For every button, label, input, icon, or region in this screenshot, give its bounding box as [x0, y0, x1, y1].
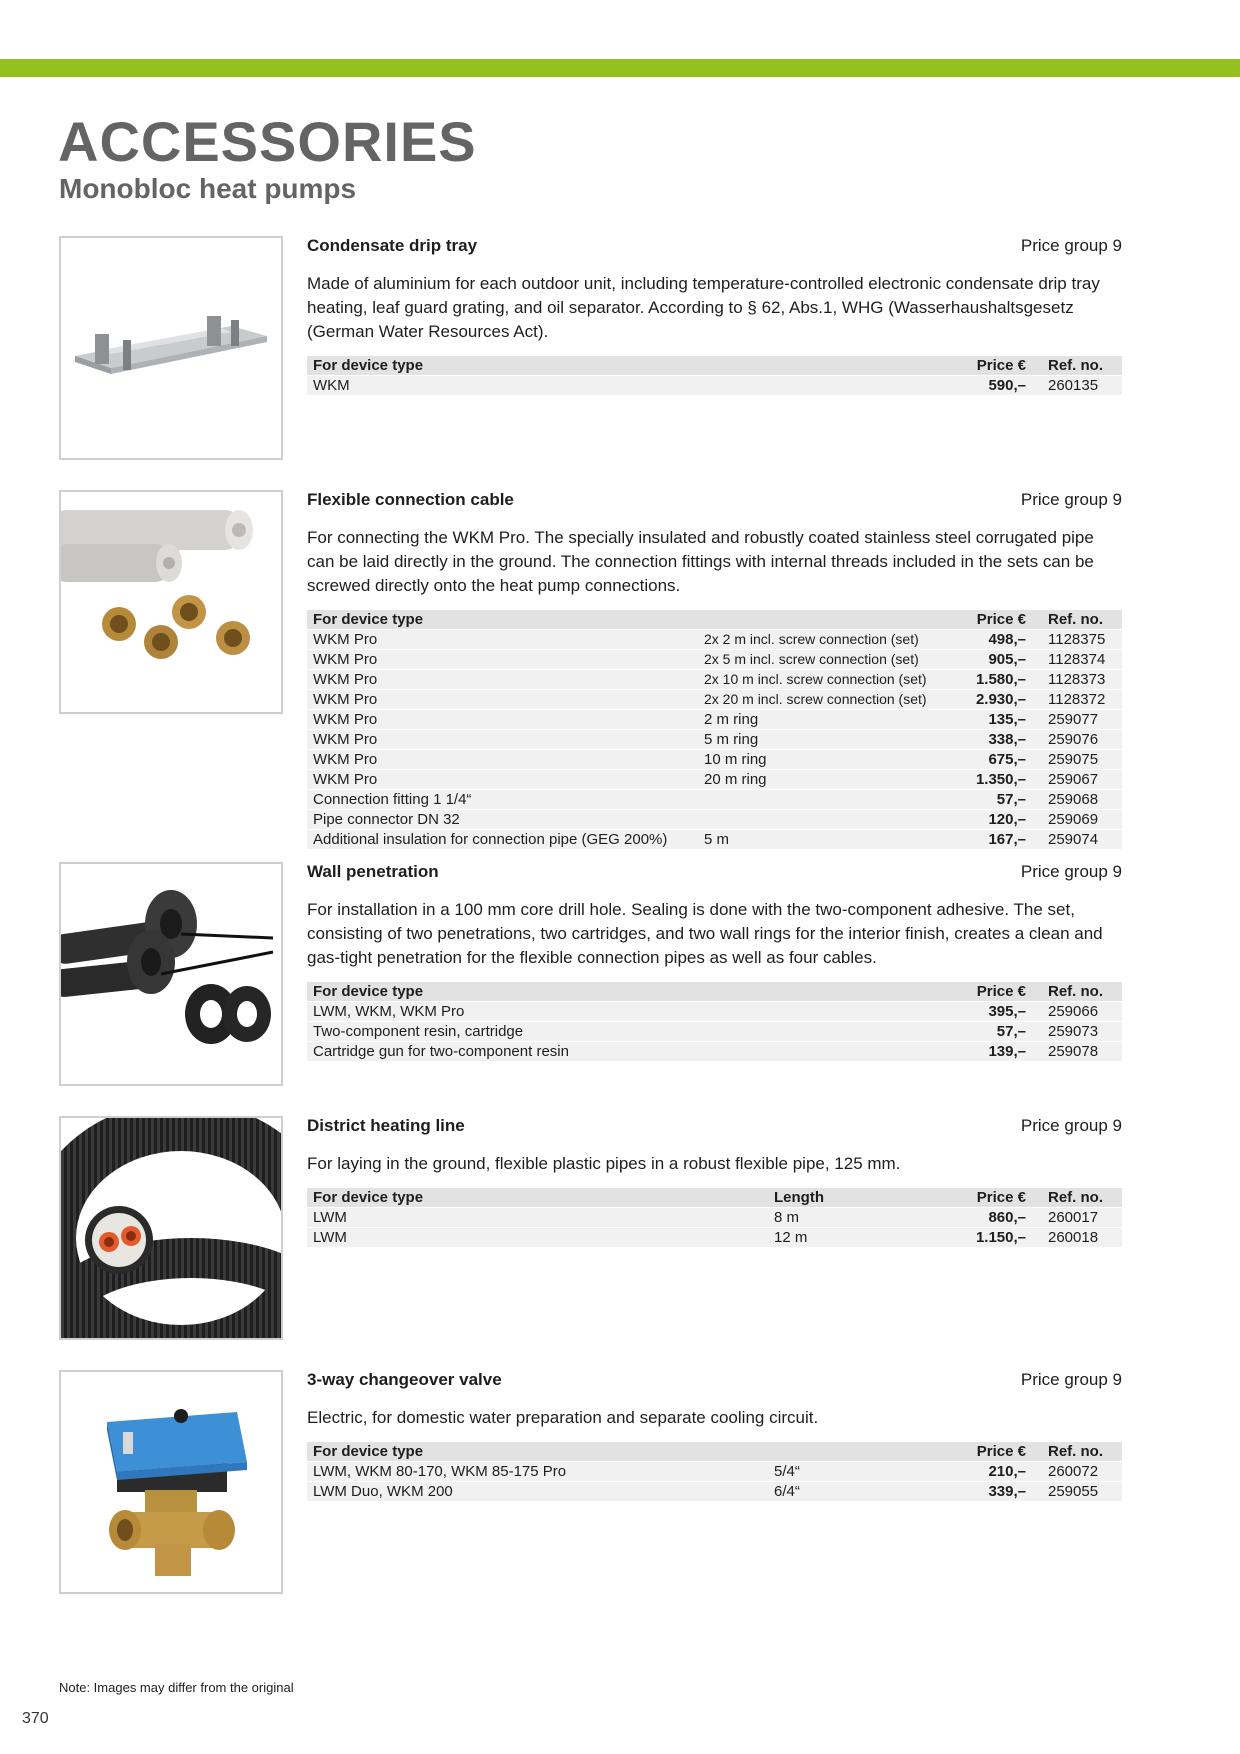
column-header-spec: Length	[768, 1188, 940, 1208]
column-header-device: For device type	[307, 1442, 768, 1462]
device-cell: Additional insulation for connection pipe (GEG 200%)	[307, 830, 698, 850]
ref-cell: 259074	[1032, 830, 1122, 850]
product-content	[307, 1116, 1122, 1247]
spec-cell: 12 m	[768, 1228, 940, 1248]
ref-cell: 1128372	[1032, 690, 1122, 710]
device-cell: WKM Pro	[307, 650, 698, 670]
product-content	[307, 236, 1122, 395]
price-group: Price group 9	[1020, 490, 1122, 509]
table-row	[307, 670, 1122, 690]
table-row	[307, 710, 1122, 730]
page-title: ACCESSORIES	[58, 110, 477, 173]
district-heating-line-photo	[59, 1116, 283, 1340]
table-header-row	[307, 1442, 1122, 1462]
product-title: Wall penetration	[307, 862, 439, 881]
device-cell: Two-component resin, cartridge	[307, 1022, 913, 1042]
table-row	[307, 1482, 1122, 1502]
table-row	[307, 650, 1122, 670]
spec-cell: 5 m	[698, 830, 940, 850]
column-header-price: Price €	[940, 982, 1032, 1002]
spec-cell	[913, 1042, 940, 1062]
wall-penetration-photo	[59, 862, 283, 1086]
price-cell: 120,–	[940, 810, 1032, 830]
ref-cell: 259073	[1032, 1022, 1122, 1042]
ref-cell: 260072	[1032, 1462, 1122, 1482]
product-description: Made of aluminium for each outdoor unit, including temperature-controlled electronic condensate drip tray heating, leaf guard grating, and oil separator. According to § 62, Abs.1, WHG (Wasserhaushaltsgesetz (German Water Resources Act).	[307, 274, 1100, 341]
device-cell: LWM Duo, WKM 200	[307, 1482, 768, 1502]
spec-cell: 10 m ring	[698, 750, 940, 770]
column-header-price: Price €	[940, 610, 1032, 630]
product-content	[307, 862, 1122, 1061]
ref-cell: 260018	[1032, 1228, 1122, 1248]
price-table	[307, 1442, 1122, 1501]
column-header-device: For device type	[307, 982, 913, 1002]
column-header-spec	[883, 356, 940, 376]
ref-cell: 259069	[1032, 810, 1122, 830]
product-content	[307, 1370, 1122, 1501]
page-number: 370	[22, 1710, 49, 1727]
table-row	[307, 750, 1122, 770]
spec-cell: 6/4“	[768, 1482, 940, 1502]
table-header-row	[307, 982, 1122, 1002]
column-header-device: For device type	[307, 356, 883, 376]
ref-cell: 259077	[1032, 710, 1122, 730]
device-cell: LWM, WKM 80-170, WKM 85-175 Pro	[307, 1462, 768, 1482]
price-cell: 210,–	[940, 1462, 1032, 1482]
price-cell: 590,–	[940, 376, 1032, 396]
column-header-spec	[698, 610, 940, 630]
price-group: Price group 9	[1020, 1116, 1122, 1135]
device-cell: WKM	[307, 376, 883, 396]
table-row	[307, 1022, 1122, 1042]
product-description: Electric, for domestic water preparation and separate cooling circuit.	[307, 1408, 819, 1427]
table-row	[307, 790, 1122, 810]
ref-cell: 259055	[1032, 1482, 1122, 1502]
column-header-price: Price €	[940, 356, 1032, 376]
table-row	[307, 1462, 1122, 1482]
table-row	[307, 1208, 1122, 1228]
price-table	[307, 982, 1122, 1061]
price-cell: 139,–	[940, 1042, 1032, 1062]
column-header-spec	[913, 982, 940, 1002]
device-cell: WKM Pro	[307, 690, 698, 710]
table-row	[307, 376, 1122, 396]
product-title: Flexible connection cable	[307, 490, 514, 509]
spec-cell	[698, 790, 940, 810]
price-cell: 860,–	[940, 1208, 1032, 1228]
column-header-spec	[768, 1442, 940, 1462]
column-header-device: For device type	[307, 610, 698, 630]
image-disclaimer-note: Note: Images may differ from the original	[59, 1680, 294, 1695]
spec-cell	[698, 810, 940, 830]
price-cell: 57,–	[940, 790, 1032, 810]
table-row	[307, 1042, 1122, 1062]
device-cell: WKM Pro	[307, 730, 698, 750]
ref-cell: 259078	[1032, 1042, 1122, 1062]
table-header-row	[307, 1188, 1122, 1208]
device-cell: Connection fitting 1 1/4“	[307, 790, 698, 810]
column-header-device: For device type	[307, 1188, 768, 1208]
price-group: Price group 9	[1020, 236, 1122, 255]
spec-cell: 2x 5 m incl. screw connection (set)	[698, 650, 940, 670]
product-description: For laying in the ground, flexible plastic pipes in a robust flexible pipe, 125 mm.	[307, 1154, 901, 1173]
product-description: For connecting the WKM Pro. The specially insulated and robustly coated stainless steel corrugated pipe can be laid directly in the ground. The connection fittings with internal threads included in the sets can be screwed directly onto the heat pump connections.	[307, 528, 1094, 595]
table-row	[307, 690, 1122, 710]
device-cell: LWM	[307, 1228, 768, 1248]
price-cell: 338,–	[940, 730, 1032, 750]
spec-cell: 20 m ring	[698, 770, 940, 790]
changeover-valve-photo	[59, 1370, 283, 1594]
spec-cell: 2x 2 m incl. screw connection (set)	[698, 630, 940, 650]
device-cell: WKM Pro	[307, 770, 698, 790]
ref-cell: 259066	[1032, 1002, 1122, 1022]
table-row	[307, 1002, 1122, 1022]
flexible-connection-cable-photo	[59, 490, 283, 714]
price-cell: 395,–	[940, 1002, 1032, 1022]
ref-cell: 259067	[1032, 770, 1122, 790]
spec-cell: 2x 10 m incl. screw connection (set)	[698, 670, 940, 690]
device-cell: LWM, WKM, WKM Pro	[307, 1002, 913, 1022]
spec-cell	[913, 1022, 940, 1042]
ref-cell: 260017	[1032, 1208, 1122, 1228]
spec-cell: 2 m ring	[698, 710, 940, 730]
column-header-ref: Ref. no.	[1032, 356, 1122, 376]
price-cell: 167,–	[940, 830, 1032, 850]
spec-cell: 5 m ring	[698, 730, 940, 750]
price-cell: 1.580,–	[940, 670, 1032, 690]
device-cell: Pipe connector DN 32	[307, 810, 698, 830]
price-table	[307, 356, 1122, 395]
ref-cell: 260135	[1032, 376, 1122, 396]
product-title: District heating line	[307, 1116, 465, 1135]
spec-cell	[913, 1002, 940, 1022]
price-cell: 2.930,–	[940, 690, 1032, 710]
price-group: Price group 9	[1020, 862, 1122, 881]
column-header-price: Price €	[940, 1442, 1032, 1462]
table-row	[307, 810, 1122, 830]
product-content	[307, 490, 1122, 849]
ref-cell: 1128373	[1032, 670, 1122, 690]
price-cell: 498,–	[940, 630, 1032, 650]
price-cell: 135,–	[940, 710, 1032, 730]
price-cell: 1.350,–	[940, 770, 1032, 790]
price-cell: 905,–	[940, 650, 1032, 670]
column-header-ref: Ref. no.	[1032, 610, 1122, 630]
condensate-drip-tray-photo	[59, 236, 283, 460]
price-cell: 339,–	[940, 1482, 1032, 1502]
table-header-row	[307, 610, 1122, 630]
column-header-ref: Ref. no.	[1032, 1188, 1122, 1208]
ref-cell: 1128375	[1032, 630, 1122, 650]
device-cell: WKM Pro	[307, 630, 698, 650]
price-table	[307, 610, 1122, 849]
price-cell: 1.150,–	[940, 1228, 1032, 1248]
ref-cell: 259075	[1032, 750, 1122, 770]
product-title: 3-way changeover valve	[307, 1370, 502, 1389]
price-cell: 675,–	[940, 750, 1032, 770]
device-cell: Cartridge gun for two-component resin	[307, 1042, 913, 1062]
spec-cell: 8 m	[768, 1208, 940, 1228]
price-table	[307, 1188, 1122, 1247]
spec-cell: 2x 20 m incl. screw connection (set)	[698, 690, 940, 710]
column-header-ref: Ref. no.	[1032, 1442, 1122, 1462]
product-title: Condensate drip tray	[307, 236, 478, 255]
device-cell: WKM Pro	[307, 710, 698, 730]
ref-cell: 259076	[1032, 730, 1122, 750]
accent-top-bar	[0, 59, 1240, 77]
column-header-price: Price €	[940, 1188, 1032, 1208]
device-cell: WKM Pro	[307, 670, 698, 690]
column-header-ref: Ref. no.	[1032, 982, 1122, 1002]
device-cell: LWM	[307, 1208, 768, 1228]
device-cell: WKM Pro	[307, 750, 698, 770]
table-row	[307, 1228, 1122, 1248]
price-cell: 57,–	[940, 1022, 1032, 1042]
table-row	[307, 770, 1122, 790]
table-row	[307, 630, 1122, 650]
product-description: For installation in a 100 mm core drill hole. Sealing is done with the two-component adhesive. The set, consisting of two penetrations, two cartridges, and two wall rings for the interior finish, creates a clean and gas-tight penetration for the flexible connection pipes as well as four cables.	[307, 900, 1103, 967]
table-row	[307, 830, 1122, 850]
ref-cell: 259068	[1032, 790, 1122, 810]
table-header-row	[307, 356, 1122, 376]
page-subtitle: Monobloc heat pumps	[59, 173, 357, 204]
spec-cell	[883, 376, 940, 396]
price-group: Price group 9	[1020, 1370, 1122, 1389]
spec-cell: 5/4“	[768, 1462, 940, 1482]
ref-cell: 1128374	[1032, 650, 1122, 670]
table-row	[307, 730, 1122, 750]
